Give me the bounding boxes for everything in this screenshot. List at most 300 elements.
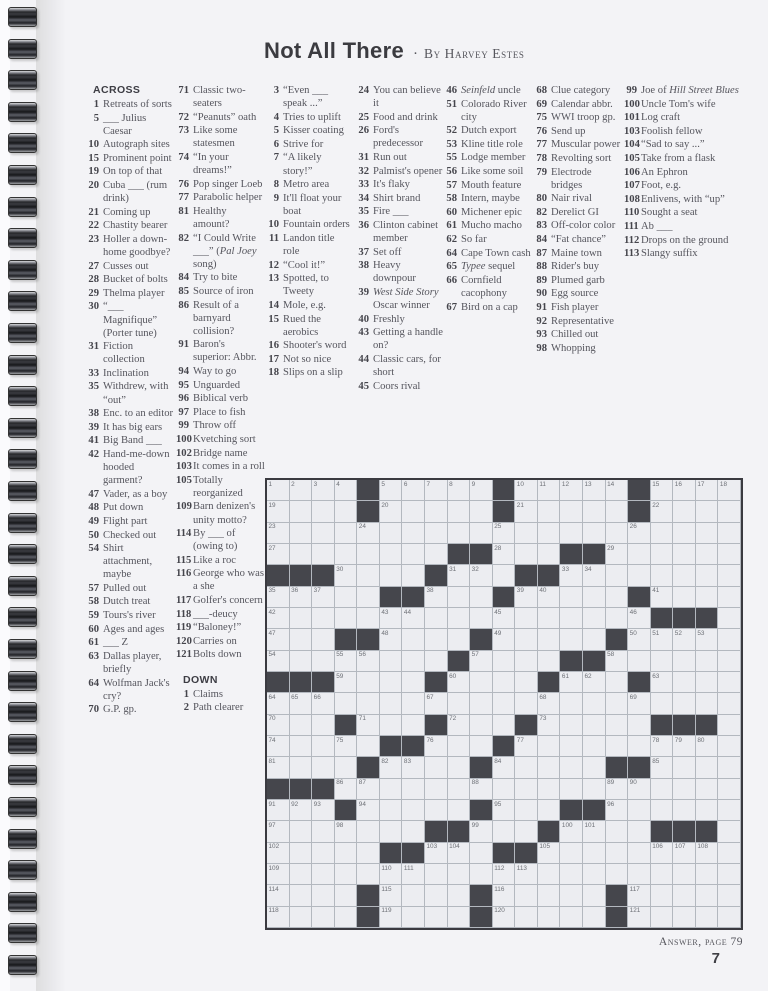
clue [356,259,443,285]
grid-cell [628,800,651,821]
clue [356,178,443,191]
grid-cell [583,885,606,906]
grid-cell [425,651,448,672]
grid-cell-black [380,736,403,757]
grid-cell-number: 101 [584,821,596,829]
grid-cell [312,821,335,842]
clue-number: 98 [536,342,547,354]
clue-number: 14 [268,300,279,311]
grid-cell [425,885,448,906]
clue-number: 32 [358,165,369,177]
grid-cell [402,800,425,821]
clue-number: 7 [273,152,279,164]
grid-cell [380,907,403,928]
clue-number: 46 [446,85,457,96]
clue-text: Uncle Tom's wife [641,98,716,110]
grid-cell [425,480,448,501]
grid-cell [425,608,448,629]
clue-number: 24 [358,85,369,96]
grid-cell-number: 11 [539,480,546,488]
grid-cell [696,693,719,714]
clue [356,219,443,245]
clue [86,340,175,366]
clue-number: 68 [536,85,547,96]
clue-text: Plumed garb [551,274,605,286]
grid-cell-number: 103 [426,843,438,851]
grid-cell [357,523,380,544]
clue-section [266,84,353,380]
spiral-coil [8,165,37,185]
spiral-coil [8,291,37,311]
grid-cell-number: 33 [561,565,570,573]
clue-text: Palmist's opener [373,165,443,177]
clue-number: 59 [88,610,99,622]
clue [534,125,622,138]
grid-cell [515,629,538,650]
clue [176,271,265,284]
grid-cell [290,715,313,736]
grid-cell [538,715,561,736]
clue-text: WWI troop gp. [551,112,616,124]
grid-cell-black [493,587,516,608]
clue-number: 86 [178,299,189,311]
clue [86,152,175,165]
grid-cell [628,907,651,928]
clue-text: By ___ of (owing to) [193,528,238,553]
grid-cell [312,907,335,928]
clue-number: 100 [176,433,192,445]
clue-text: Getting a handle on? [373,327,444,352]
grid-cell [515,885,538,906]
clue [86,650,175,676]
grid-cell [380,800,403,821]
clue-number: 67 [446,301,457,313]
grid-cell [267,587,290,608]
spiral-coil [8,481,37,501]
grid-cell-number: 96 [607,800,615,808]
grid-cell [267,843,290,864]
grid-cell [651,480,674,501]
clue-section [444,84,534,314]
grid-cell [651,736,674,757]
clue-number: 5 [273,125,279,137]
grid-cell [560,501,583,522]
spiral-coil [8,734,37,754]
clue [266,111,353,124]
clue-text: Classic cars, for short [373,353,441,378]
clue-number: 16 [268,340,279,352]
clue [444,84,534,97]
grid-cell-number: 91 [268,800,276,808]
clue [176,299,265,338]
clue-number: 121 [176,649,192,661]
grid-cell-number: 34 [584,565,592,573]
grid-cell [673,651,696,672]
grid-cell-number: 15 [652,480,660,488]
grid-cell-number: 1 [268,480,273,488]
grid-cell [718,544,741,565]
grid-cell [606,651,629,672]
grid-cell [267,629,290,650]
grid-cell [470,565,493,586]
clue-number: 95 [178,379,189,391]
grid-cell [583,501,606,522]
grid-cell [380,757,403,778]
clue [624,111,742,124]
puzzle-title: Not All There [264,38,404,63]
grid-cell [515,608,538,629]
clue [86,260,175,273]
clue [86,98,175,111]
clue-text: “___ Magnifique” (Porter tune) [103,301,158,339]
grid-cell-black [425,715,448,736]
grid-cell [583,587,606,608]
clue [176,205,265,231]
clue-text: Ab ___ [641,220,673,232]
grid-cell [290,608,313,629]
clue-number: 99 [626,85,637,96]
spiral-coil [8,544,37,564]
grid-cell-number: 121 [629,907,641,915]
grid-cell [538,501,561,522]
clue-number: 81 [178,205,189,217]
grid-cell [718,757,741,778]
clue [534,98,622,111]
clue [176,701,265,714]
grid-cell-number: 114 [268,885,279,893]
spiral-coil [8,70,37,90]
grid-cell [515,693,538,714]
clue-number: 21 [88,206,99,218]
grid-cell [380,480,403,501]
clue-text: Bird on a cap [461,301,518,313]
clue [176,84,265,110]
grid-cell [651,843,674,864]
grid-cell [290,501,313,522]
grid-cell [718,608,741,629]
grid-cell [628,821,651,842]
clue [176,338,265,364]
clue-text: On top of that [103,166,163,178]
clue-text: Mouth feature [461,179,522,191]
grid-cell [380,864,403,885]
clue-text: Egg source [551,288,599,300]
clue-number: 106 [624,166,640,178]
clue [444,274,534,300]
clue-number: 31 [88,341,99,353]
grid-cell [696,736,719,757]
grid-cell [606,565,629,586]
grid-cell [651,501,674,522]
grid-cell [335,885,358,906]
clue [266,313,353,339]
clue [266,151,353,177]
grid-cell-black [560,544,583,565]
clue-number: 71 [178,85,189,96]
grid-cell [357,587,380,608]
clue-number: 39 [88,421,99,433]
clue-text: Derelict GI [551,206,599,218]
grid-cell-number: 118 [268,907,279,915]
clue-number: 26 [358,125,369,137]
clue-number: 82 [536,206,547,218]
clue-text: Set off [373,246,402,258]
grid-cell-number: 87 [358,779,366,787]
grid-cell-number: 22 [652,501,660,509]
grid-cell-number: 29 [607,544,615,552]
clue-text: Calendar abbr. [551,98,613,110]
clue-text: Fiction collection [103,341,145,366]
clue-text: Clinton cabinet member [373,219,439,245]
grid-cell [493,757,516,778]
clue-text: Parabolic helper [193,192,263,204]
clue [534,152,622,165]
grid-cell [538,544,561,565]
clue-number: 114 [176,528,192,540]
clue [624,98,742,111]
clue-number: 33 [358,179,369,191]
grid-cell [335,907,358,928]
grid-cell [696,843,719,864]
grid-cell [470,501,493,522]
clue-number: 58 [446,193,457,205]
grid-cell [312,843,335,864]
clue-number: 25 [358,111,369,123]
spiral-coil [8,355,37,375]
grid-cell-black [493,736,516,757]
spiral-coil [8,323,37,343]
clue-text: Kisser coating [283,125,344,137]
clue-number: 82 [178,232,189,244]
clue-text: Chastity bearer [103,220,168,232]
spiral-coil [8,39,37,59]
clue-text: Barn denizen's unity motto? [193,501,256,526]
grid-cell-number: 25 [494,523,502,531]
grid-cell [470,693,493,714]
grid-cell [470,864,493,885]
grid-cell [628,885,651,906]
grid-cell [606,736,629,757]
clue-number: 17 [268,353,279,365]
clue [86,206,175,219]
clue-text: It's flaky [373,179,410,191]
grid-cell [357,565,380,586]
clue-section [624,84,742,260]
spiral-coil [8,513,37,533]
grid-cell [312,480,335,501]
grid-cell [651,523,674,544]
clue [534,315,622,328]
grid-cell [335,565,358,586]
grid-cell-black [651,715,674,736]
grid-cell-black [312,672,335,693]
clue [356,353,443,379]
grid-cell-number: 76 [426,736,434,744]
clue [86,421,175,434]
grid-cell [718,821,741,842]
clue-number: 44 [358,353,369,365]
clue [356,151,443,164]
clue-number: 99 [178,420,189,432]
grid-cell [583,907,606,928]
grid-cell-number: 63 [652,672,660,680]
clue-number: 27 [88,260,99,272]
grid-cell [357,736,380,757]
clue [534,111,622,124]
grid-cell [696,629,719,650]
clue-text: Checked out [103,529,157,541]
grid-cell [718,907,741,928]
grid-cell [267,821,290,842]
grid-cell [312,651,335,672]
grid-cell [402,629,425,650]
grid-cell [515,864,538,885]
clue [356,246,443,259]
clue [266,192,353,218]
clue [534,138,622,151]
grid-cell [718,480,741,501]
grid-cell-number: 72 [449,715,457,723]
grid-cell [718,885,741,906]
clue [86,287,175,300]
grid-cell [515,779,538,800]
grid-cell [606,693,629,714]
clue [266,366,353,379]
clue-number: 118 [176,608,192,620]
grid-cell [448,864,471,885]
grid-cell [448,736,471,757]
grid-cell-black [267,672,290,693]
clue-text: Golfer's concern [193,595,263,607]
clue-number: 91 [178,339,189,351]
grid-cell-number: 41 [652,587,660,595]
clue-number: 77 [536,139,547,151]
grid-cell [651,672,674,693]
clue-number: 77 [178,192,189,204]
clue-text: Dallas player, briefly [103,650,162,675]
spiral-coil [8,765,37,785]
clue-number: 87 [536,247,547,259]
grid-cell [357,843,380,864]
clue-text: Colorado River city [461,98,527,123]
grid-cell-number: 117 [629,885,640,893]
clue-number: 66 [446,274,457,286]
grid-cell [560,821,583,842]
clue-number: 104 [624,139,640,151]
grid-cell [380,608,403,629]
clue-text: Carries on [193,635,237,647]
clue-text: Like some statesmen [193,125,238,150]
clue-text: Dutch export [461,125,517,137]
grid-cell [673,864,696,885]
clue [534,206,622,219]
grid-cell [560,757,583,778]
puzzle-header [264,38,744,64]
grid-cell [651,693,674,714]
clue [356,84,443,110]
clue-number: 1 [183,688,189,700]
grid-cell [696,523,719,544]
clue [534,192,622,205]
grid-cell [560,693,583,714]
clue-section [356,84,443,393]
clue-column-2 [176,84,265,715]
grid-cell [267,480,290,501]
clue [624,247,742,260]
grid-cell [538,779,561,800]
grid-cell [583,608,606,629]
grid-cell [425,736,448,757]
grid-cell-number: 55 [336,651,344,659]
grid-cell-number: 19 [268,501,276,509]
grid-cell-number: 83 [403,757,412,765]
clue-text: Holler a down-home goodbye? [103,233,171,259]
grid-cell [718,501,741,522]
clue-text: Fire ___ [373,206,409,218]
clue [444,192,534,205]
clue [176,527,265,553]
clue-number: 113 [624,248,640,260]
clue-number: 76 [536,125,547,137]
grid-cell [290,629,313,650]
grid-cell [606,779,629,800]
clue-number: 50 [88,529,99,541]
grid-cell-black [515,565,538,586]
grid-cell [448,565,471,586]
clue [176,567,265,593]
clue [356,165,443,178]
clue-column-1 [86,84,175,717]
grid-cell [267,715,290,736]
grid-cell-number: 2 [291,480,295,488]
grid-cell [402,672,425,693]
clue [176,500,265,526]
clue-section [176,674,265,715]
grid-cell-number: 56 [358,651,366,659]
grid-cell [628,544,651,565]
grid-cell-black [628,757,651,778]
grid-cell-black [470,544,493,565]
clue-text: Tries to uplift [283,111,341,123]
clue-number: 34 [358,192,369,204]
clue-number: 22 [88,220,99,232]
clue [444,124,534,137]
grid-cell [448,608,471,629]
grid-cell [493,779,516,800]
grid-cell [380,523,403,544]
grid-cell-number: 95 [494,800,502,808]
grid-cell-black [606,757,629,778]
clue-text: Autograph sites [103,139,170,151]
grid-cell-number: 107 [674,843,686,851]
grid-cell-number: 5 [381,480,385,488]
clue-text: Nair rival [551,193,592,205]
clue-text: ___ Julius Caesar [103,112,147,137]
clue [176,365,265,378]
clue [86,636,175,649]
clue [176,419,265,432]
grid-cell [696,587,719,608]
clue-column-6 [534,84,622,355]
grid-cell [267,501,290,522]
clue-text: Cornfield cacophony [461,274,507,299]
clue-text: West Side Story Oscar winner [373,286,439,311]
clue [444,165,534,178]
clue [86,515,175,528]
grid-cell [290,843,313,864]
clue [534,247,622,260]
clue-text: Electrode bridges [551,166,592,191]
